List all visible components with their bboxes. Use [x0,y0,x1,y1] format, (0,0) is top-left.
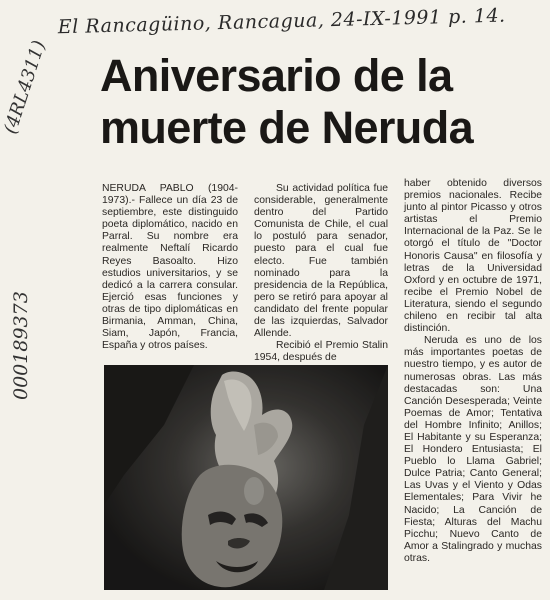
portrait-photo [104,365,388,590]
handwritten-side-note-top: (4RL4311) [0,37,50,137]
article-column-3 [404,178,542,565]
headline-line-1: Aniversario de la [100,50,453,101]
handwritten-source-note: El Rancagüino, Rancagua, 24-IX-1991 p. 14. [57,4,506,39]
article-column-1 [102,183,238,352]
portrait-photo-graphic [104,365,388,590]
paragraph-biography: NERUDA PABLO (1904-1973).- Fallece un día 23 de septiembre, este distinguido poeta diplomático, nacido en Parral. Su nombre era realmente Neftalí Ricardo Reyes Basoalto. Hizo estudios universitarios, y se dedicó a la carrera consular. Ejerció esas funciones y otras de tipo diplomáticas en Birmania, Amman, China, Siam, Japón, Francia, España y otros países. [102,183,238,352]
paragraph-works: Neruda es uno de los más importantes poetas de nuestro tiempo, y es autor de numerosas obras. Las más destacadas son: Una Canción Desesperada; Veinte Poemas de Amor; Tentativa del Hombre Infinito; Anillos; El Habitante y su Esperanza; El Hondero Entusiasta; El Pueblo lo Llama Gabriel; Dulce Patria; Canto General; Las Uvas y el Viento y Odas Elementales; Para Vivir he Nacido; La Canción de Fiesta; Alturas del Machu Picchu; Nuevo Canto de Amor a Stalingrado y muchas otras. [404,335,542,564]
paragraph-political-activity: Su actividad política fue considerable, generalmente dentro del Partido Comunista de Chile, el cual lo postuló para senador, puesto para el cual fue electo. Fue también nominado para la presidencia de la República, pero se retiró para apoyar al candidato del frente popular de las izquierdas, Salvador Allende. [254,183,388,340]
handwritten-archive-number: 000189373 [10,291,32,400]
headline [100,50,540,154]
headline-line-2: muerte de Neruda [100,102,474,153]
paragraph-awards: haber obtenido diversos premios nacionales. Recibe junto al pintor Picasso y otros artistas el Premio Internacional de la Paz. Se le otorgó el título de "Doctor Honoris Causa" en filosofía y letras de la Universidad Oxford y en octubre de 1971, recibe el Premio Nobel de Literatura, siendo el segundo chileno en recibir tal alta distinción. [404,178,542,335]
article-column-2 [254,183,388,364]
paragraph-stalin-prize: Recibió el Premio Stalin 1954, después de [254,340,388,364]
